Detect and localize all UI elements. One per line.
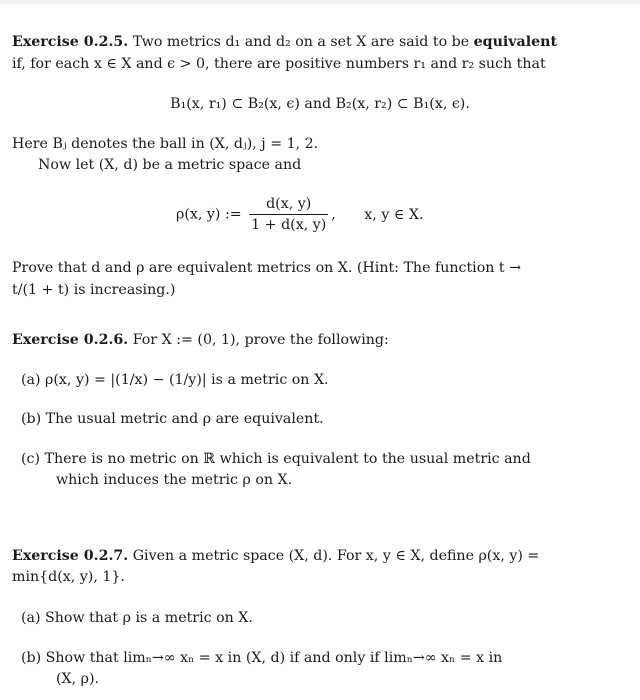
page-top-edge (0, 0, 640, 4)
item-label: (a) (21, 372, 41, 388)
exercise-026-title: Exercise 0.2.6. (12, 332, 129, 348)
exercise-026-item-b (21, 411, 324, 427)
exercise-027-intro: Given a metric space (X, d). For x, y ∈ X, define ρ(x, y) = (132, 548, 540, 564)
exercise-025-rho-definition (176, 196, 423, 233)
exercise-026-header (12, 332, 389, 348)
exercise-025-line-2: if, for each x ∈ X and ϵ > 0, there are positive numbers r₁ and r₂ such that (12, 56, 546, 72)
item-label: (a) (21, 610, 41, 626)
exercise-027-line-1 (12, 548, 539, 564)
exercise-025-ball-inclusion: B₁(x, r₁) ⊂ B₂(x, ϵ) and B₂(x, r₂) ⊂ B₁(x, ϵ). (170, 96, 470, 112)
item-text: The usual metric and ρ are equivalent. (45, 411, 324, 427)
exercise-025-metric-intro: Now let (X, d) be a metric space and (38, 157, 302, 173)
exercise-026-item-a (21, 372, 329, 388)
item-label: (b) (21, 650, 42, 666)
exercise-027-line-2: min{d(x, y), 1}. (12, 569, 125, 585)
item-label: (c) (21, 451, 41, 467)
exercise-025-keyword: equivalent (473, 34, 558, 50)
rho-comma: , (331, 206, 336, 223)
exercise-025-intro: Two metrics d₁ and d₂ on a set X are said to be (132, 34, 474, 50)
exercise-027-item-a (21, 610, 253, 626)
item-text: ρ(x, y) = |(1/x) − (1/y)| is a metric on X. (45, 372, 329, 388)
rho-condition: x, y ∈ X. (364, 206, 424, 223)
exercise-027-item-b-continued: (X, ρ). (56, 671, 100, 687)
exercise-027-title: Exercise 0.2.7. (12, 548, 129, 564)
item-text: Show that limₙ→∞ xₙ = x in (X, d) if and only if limₙ→∞ xₙ = x in (45, 650, 503, 666)
exercise-026-item-c-continued: which induces the metric ρ on X. (56, 472, 293, 488)
rho-lhs: ρ(x, y) := (176, 206, 242, 223)
exercise-026-item-c (21, 451, 531, 467)
rho-denominator: 1 + d(x, y) (251, 217, 327, 233)
rho-fraction (249, 196, 328, 233)
rho-numerator: d(x, y) (249, 196, 328, 215)
exercise-025-prove-line-1: Prove that d and ρ are equivalent metrics on X. (Hint: The function t → (12, 260, 521, 276)
exercise-027-item-b (21, 650, 502, 666)
exercise-025-ball-note: Here Bⱼ denotes the ball in (X, dⱼ), j = 1, 2. (12, 136, 319, 152)
item-text: There is no metric on ℝ which is equivalent to the usual metric and (44, 451, 531, 467)
exercise-025-title: Exercise 0.2.5. (12, 34, 129, 50)
item-label: (b) (21, 411, 42, 427)
exercise-025-line-1 (12, 34, 557, 50)
exercise-026-intro: For X := (0, 1), prove the following: (132, 332, 389, 348)
exercise-025-prove-line-2: t/(1 + t) is increasing.) (12, 282, 176, 298)
item-text: Show that ρ is a metric on X. (45, 610, 253, 626)
